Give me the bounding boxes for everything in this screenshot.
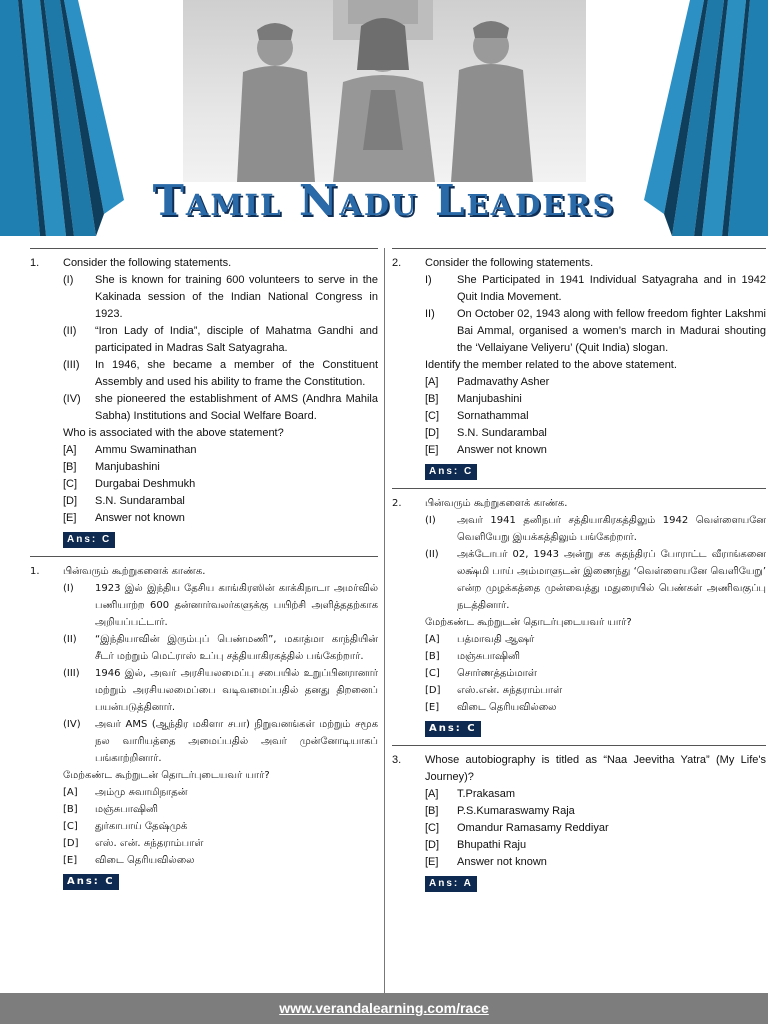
option-key: [C] bbox=[63, 821, 78, 832]
option-key: [C] bbox=[63, 478, 78, 490]
statement bbox=[425, 546, 766, 614]
option-text: சொர்ணத்தம்மாள் bbox=[457, 668, 537, 679]
option bbox=[425, 699, 766, 716]
option-text: Sornathammal bbox=[457, 410, 529, 422]
option bbox=[425, 820, 766, 837]
column-divider bbox=[384, 248, 385, 993]
option bbox=[425, 786, 766, 803]
question-ask: Identify the member related to the above statement. bbox=[425, 359, 677, 371]
question-2-english bbox=[392, 248, 766, 488]
option-key: [E] bbox=[425, 702, 440, 713]
statement-key: (IV) bbox=[63, 719, 81, 730]
statement-text: அவர் 1941 தனிநபர் சத்தியாகிரகத்திலும் 1942 வெள்ளையனே வெளியேறு இயக்கத்திலும் பங்கேற்றார். bbox=[457, 515, 766, 543]
option bbox=[425, 442, 766, 459]
statement-key: I) bbox=[425, 274, 432, 286]
option bbox=[63, 835, 378, 852]
question-number: 3. bbox=[392, 754, 402, 766]
option-key: [C] bbox=[425, 822, 440, 834]
option bbox=[63, 510, 378, 527]
option bbox=[425, 425, 766, 442]
question-prompt: பின்வரும் கூற்றுகளைக் காண்க. bbox=[425, 498, 568, 509]
question-ask: Who is associated with the above statement? bbox=[63, 427, 284, 439]
statement bbox=[425, 306, 766, 357]
question-prompt: பின்வரும் கூற்றுகளைக் காண்க. bbox=[63, 566, 206, 577]
statement-text: she pioneered the establishment of AMS (Andhra Mahila Sabha) Institutions and Social Welfare Board. bbox=[95, 393, 378, 422]
question-ask: மேற்கண்ட கூற்றுடன் தொடர்புடையவர் யார்? bbox=[425, 617, 632, 628]
statement-key: (II) bbox=[425, 549, 439, 560]
option-key: [A] bbox=[425, 634, 440, 645]
option-key: [D] bbox=[425, 839, 440, 851]
option-key: [B] bbox=[63, 804, 78, 815]
option-text: துர்காபாய் தேஷ்முக் bbox=[95, 821, 188, 832]
statement-text: 1946 இல், அவர் அரசியலமைப்பு சபையில் உறுப்பினரானார் மற்றும் அரசியலமைப்பை வடிவமைப்பதில் தனது திறனைப் பயன்படுத்தினார். bbox=[95, 668, 378, 713]
question-prompt: Consider the following statements. bbox=[63, 257, 232, 269]
statement-key: II) bbox=[425, 308, 435, 320]
option-key: [C] bbox=[425, 410, 440, 422]
option-text: Durgabai Deshmukh bbox=[95, 478, 196, 490]
option bbox=[425, 682, 766, 699]
option-text: Padmavathy Asher bbox=[457, 376, 550, 388]
statement bbox=[425, 512, 766, 546]
statement-text: அவர் AMS (ஆந்திர மகிளா சபா) நிறுவனங்கள் மற்றும் சமூக நல வாரியத்தை அமைப்பதில் அவர் முன்னோடியாகப் பங்காற்றினார். bbox=[95, 719, 378, 764]
answer-badge: Ans: C bbox=[63, 532, 115, 548]
option-text: Answer not known bbox=[457, 856, 547, 868]
statement bbox=[425, 272, 766, 306]
option bbox=[63, 801, 378, 818]
option-key: [B] bbox=[425, 805, 439, 817]
statement-text: 1923 இல் இந்திய தேசிய காங்கிரஸின் காக்கிநாடா அமர்வில் பணியாற்ற 600 தன்னார்வலர்களுக்கு பயிற்சி அளித்ததற்காக அறியப்பட்டார். bbox=[95, 583, 378, 628]
option-key: [D] bbox=[425, 427, 440, 439]
option-text: பத்மாவதி ஆஷர் bbox=[457, 634, 535, 645]
question-number: 2. bbox=[392, 257, 402, 269]
footer-bar bbox=[0, 993, 768, 1024]
question-2-tamil bbox=[392, 488, 766, 745]
option-text: Manjubashini bbox=[457, 393, 522, 405]
option-text: Answer not known bbox=[95, 512, 185, 524]
option bbox=[425, 408, 766, 425]
option bbox=[425, 665, 766, 682]
statement-key: (III) bbox=[63, 668, 80, 679]
leaders-illustration bbox=[183, 0, 586, 182]
statement bbox=[63, 391, 378, 425]
statement-key: (II) bbox=[63, 325, 77, 337]
answer-badge: Ans: C bbox=[63, 874, 119, 890]
question-ask: மேற்கண்ட கூற்றுடன் தொடர்புடையவர் யார்? bbox=[63, 770, 270, 781]
option-key: [D] bbox=[63, 495, 78, 507]
option-text: எஸ்.என். சுந்தராம்பாள் bbox=[457, 685, 563, 696]
question-prompt: Whose autobiography is titled as “Naa Jeevitha Yatra” (My Life's Journey)? bbox=[425, 754, 766, 783]
statement bbox=[63, 665, 378, 716]
question-number: 1. bbox=[30, 566, 40, 577]
statement-key: (IV) bbox=[63, 393, 81, 405]
option bbox=[425, 374, 766, 391]
option-text: மஞ்சுபாஷினி bbox=[457, 651, 521, 662]
option-text: T.Prakasam bbox=[457, 788, 516, 800]
statement-text: In 1946, she became a member of the Constituent Assembly and used his ability to frame the Constitution. bbox=[95, 359, 378, 388]
question-number: 1. bbox=[30, 257, 40, 269]
option-text: எஸ். என். சுந்தராம்பாள் bbox=[95, 838, 204, 849]
option-key: [A] bbox=[425, 788, 439, 800]
page-title: Tamil Nadu Leaders bbox=[152, 176, 616, 225]
statement-text: She Participated in 1941 Individual Satyagraha and in 1942 Quit India Movement. bbox=[457, 274, 766, 303]
statement bbox=[63, 716, 378, 767]
statement bbox=[63, 580, 378, 631]
option-key: [A] bbox=[425, 376, 439, 388]
option bbox=[425, 648, 766, 665]
option-key: [B] bbox=[425, 651, 440, 662]
statement-text: “இந்தியாவின் இரும்புப் பெண்மணி”, மகாத்மா காந்தியின் சீடர் மற்றும் மெட்ராஸ் உப்பு சத்தியாகிரகத்தில் பங்கேற்றார். bbox=[95, 634, 378, 662]
option-text: Ammu Swaminathan bbox=[95, 444, 197, 456]
option-key: [E] bbox=[425, 444, 439, 456]
website-link[interactable]: www.verandalearning.com/race bbox=[279, 1000, 489, 1016]
statement-text: On October 02, 1943 along with fellow freedom fighter Lakshmi Bai Ammal, organised a women’s march in Madurai shouting the ‘Vellaiyane Veliyeru’ (Quit India) slogan. bbox=[457, 308, 766, 354]
option bbox=[63, 442, 378, 459]
option-key: [B] bbox=[63, 461, 77, 473]
option bbox=[425, 854, 766, 871]
option-key: [B] bbox=[425, 393, 439, 405]
option bbox=[63, 493, 378, 510]
answer-badge: Ans: A bbox=[425, 876, 477, 892]
option-key: [A] bbox=[63, 444, 77, 456]
option-key: [D] bbox=[63, 838, 79, 849]
answer-badge: Ans: C bbox=[425, 721, 481, 737]
statement bbox=[63, 323, 378, 357]
option-text: விடை தெரியவில்லை bbox=[95, 855, 195, 866]
question-number: 2. bbox=[392, 498, 402, 509]
right-column bbox=[392, 248, 766, 900]
option-key: [E] bbox=[425, 856, 439, 868]
option bbox=[63, 459, 378, 476]
option bbox=[63, 476, 378, 493]
option bbox=[63, 784, 378, 801]
option-text: விடை தெரியவில்லை bbox=[457, 702, 557, 713]
option bbox=[63, 818, 378, 835]
option-key: [E] bbox=[63, 512, 77, 524]
question-prompt: Consider the following statements. bbox=[425, 257, 594, 269]
option bbox=[425, 837, 766, 854]
question-3-english bbox=[392, 745, 766, 900]
option bbox=[425, 803, 766, 820]
statement-key: (I) bbox=[63, 583, 74, 594]
question-1-tamil bbox=[30, 556, 378, 898]
option-text: Omandur Ramasamy Reddiyar bbox=[457, 822, 609, 834]
option-text: Bhupathi Raju bbox=[457, 839, 527, 851]
option-text: மஞ்சுபாஷினி bbox=[95, 804, 159, 815]
option bbox=[425, 631, 766, 648]
option bbox=[63, 852, 378, 869]
option-key: [C] bbox=[425, 668, 440, 679]
statement-text: அக்டோபர் 02, 1943 அன்று சக சுதந்திரப் போராட்ட வீராங்கனை லக்ஷ்மி பாய் அம்மாளுடன் இணைந்து ‘வெள்ளையனே வெளியேறு’ என்ற முழக்கத்தை முன்வைத்து மதுரையில் பெண்கள் அணிவகுப்பு நடத்தினார். bbox=[457, 549, 766, 611]
answer-badge: Ans: C bbox=[425, 464, 477, 480]
statement-key: (I) bbox=[63, 274, 74, 286]
statement bbox=[63, 357, 378, 391]
statement-key: (III) bbox=[63, 359, 80, 371]
question-1-english bbox=[30, 248, 378, 556]
option-key: [E] bbox=[63, 855, 78, 866]
option bbox=[425, 391, 766, 408]
header-banner bbox=[0, 0, 768, 236]
statement-key: (I) bbox=[425, 515, 436, 526]
statement bbox=[63, 631, 378, 665]
option-text: Answer not known bbox=[457, 444, 547, 456]
option-text: Manjubashini bbox=[95, 461, 160, 473]
option-text: P.S.Kumaraswamy Raja bbox=[457, 805, 575, 817]
statement-text: “Iron Lady of India”, disciple of Mahatma Gandhi and participated in Madras Salt Satyagraha. bbox=[95, 325, 378, 354]
option-key: [A] bbox=[63, 787, 78, 798]
option-text: S.N. Sundarambal bbox=[457, 427, 547, 439]
statement bbox=[63, 272, 378, 323]
option-text: அம்மு சுவாமிநாதன் bbox=[95, 787, 188, 798]
statement-key: (II) bbox=[63, 634, 77, 645]
statement-text: She is known for training 600 volunteers to serve in the Kakinada session of the Indian National Congress in 1923. bbox=[95, 274, 378, 320]
option-key: [D] bbox=[425, 685, 441, 696]
left-column bbox=[30, 248, 378, 898]
option-text: S.N. Sundarambal bbox=[95, 495, 185, 507]
